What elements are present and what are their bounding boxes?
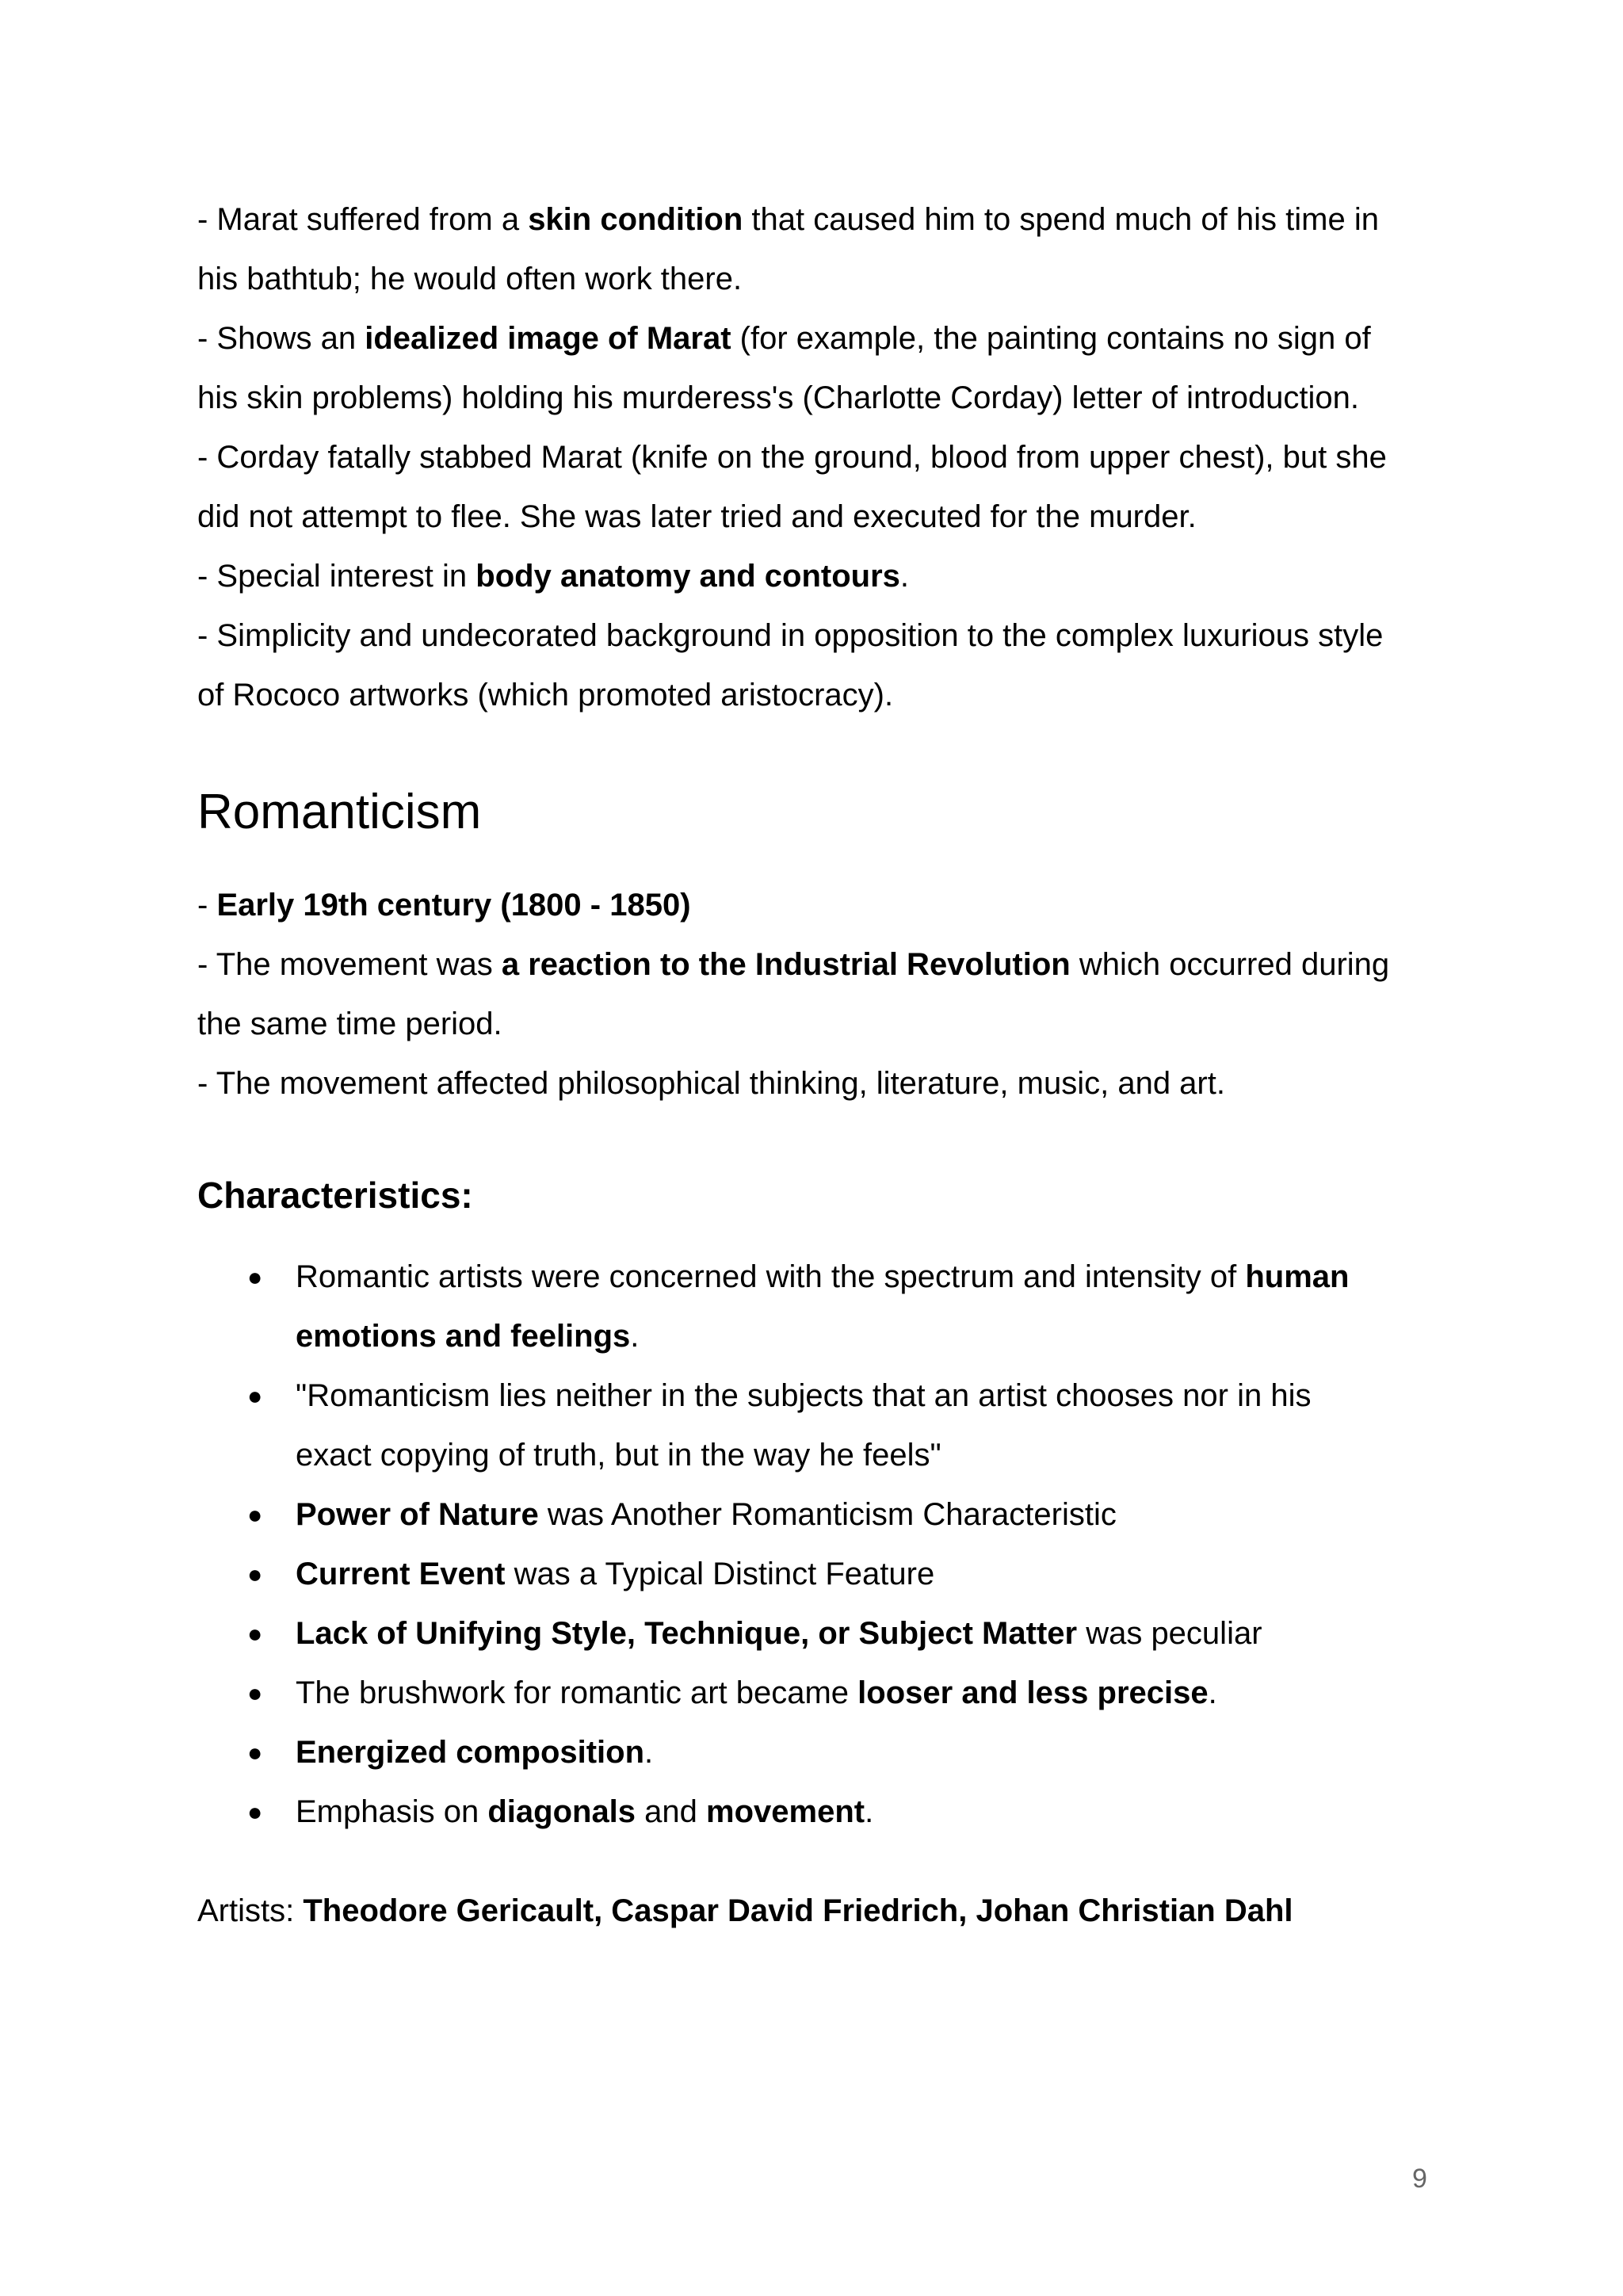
bold-text: Lack of Unifying Style, Technique, or Subject Matter: [296, 1616, 1078, 1651]
bold-text: emotions and feelings: [296, 1319, 631, 1354]
text-run: -: [197, 888, 217, 923]
bold-text: human: [1245, 1259, 1350, 1294]
text-line: [197, 487, 1449, 547]
bold-text: Early 19th century (1800 - 1850): [216, 888, 691, 923]
bold-text: diagonals: [487, 1794, 636, 1829]
text-run: - Special interest in: [197, 559, 476, 594]
list-item: [197, 1366, 1449, 1426]
text-run: .: [630, 1319, 640, 1354]
text-run: was Another Romanticism Characteristic: [538, 1497, 1117, 1532]
list-item: [197, 1545, 1449, 1604]
text-line: [197, 1054, 1449, 1114]
artists-line: [197, 1881, 1449, 1941]
list-item: [197, 1604, 1449, 1664]
text-run: was a Typical Distinct Feature: [505, 1557, 935, 1591]
text-run: and: [636, 1794, 707, 1829]
bullet-icon: ●: [247, 1500, 263, 1529]
bold-text: looser and less precise: [857, 1675, 1209, 1710]
bold-text: Power of Nature: [296, 1497, 539, 1532]
text-line: [197, 369, 1449, 428]
section-title: Romanticism: [197, 785, 482, 839]
bold-text: Theodore Gericault, Caspar David Friedrich, Johan Christian Dahl: [303, 1893, 1293, 1928]
text-run: his bathtub; he would often work there.: [197, 262, 743, 296]
bullet-icon: ●: [247, 1679, 263, 1707]
text-line: [197, 876, 1449, 935]
list-item: [197, 1485, 1449, 1545]
characteristics-heading: Characteristics:: [197, 1175, 473, 1216]
text-run: - Simplicity and undecorated background in opposition to the complex luxurious style: [197, 618, 1384, 653]
text-run: Emphasis on: [296, 1794, 488, 1829]
bullet-icon: ●: [247, 1738, 263, 1767]
text-run: Romantic artists were concerned with the spectrum and intensity of: [296, 1259, 1246, 1294]
text-line: [197, 428, 1449, 487]
bullet-icon: ●: [247, 1619, 263, 1648]
bold-text: idealized image of Marat: [365, 321, 731, 356]
bold-text: Current Event: [296, 1557, 506, 1591]
text-run: .: [899, 559, 910, 594]
list-item-continuation: [197, 1307, 1449, 1366]
bullet-icon: ●: [247, 1263, 263, 1291]
text-line: [197, 935, 1449, 995]
text-run: was peculiar: [1077, 1616, 1262, 1651]
text-line: [197, 606, 1449, 666]
text-line: [197, 250, 1449, 309]
characteristics-list: [197, 1247, 1449, 1842]
text-run: The brushwork for romantic art became: [296, 1675, 858, 1710]
text-line: [197, 190, 1449, 250]
bullet-icon: ●: [247, 1797, 263, 1826]
text-line: [197, 666, 1449, 725]
text-run: the same time period.: [197, 1007, 502, 1041]
bold-text: Energized composition: [296, 1735, 645, 1770]
bold-text: body anatomy and contours: [475, 559, 900, 594]
text-run: which occurred during: [1070, 947, 1390, 982]
list-item: [197, 1664, 1449, 1723]
text-run: "Romanticism lies neither in the subjects that an artist chooses nor in his: [296, 1378, 1312, 1413]
text-run: - The movement was: [197, 947, 502, 982]
list-item-continuation: [197, 1426, 1449, 1485]
text-line: [197, 547, 1449, 606]
page-number: 9: [1412, 2164, 1427, 2194]
text-run: his skin problems) holding his murderess's (Charlotte Corday) letter of introduction.: [197, 380, 1360, 415]
text-line: [197, 309, 1449, 369]
text-run: .: [644, 1735, 654, 1770]
text-run: - Marat suffered from a: [197, 202, 529, 237]
text-run: that caused him to spend much of his time in: [743, 202, 1379, 237]
text-run: .: [1208, 1675, 1217, 1710]
bold-text: a reaction to the Industrial Revolution: [501, 947, 1071, 982]
text-run: Artists:: [197, 1893, 304, 1928]
list-item: [197, 1723, 1449, 1782]
list-item: [197, 1247, 1449, 1307]
text-run: .: [865, 1794, 874, 1829]
bold-text: movement: [706, 1794, 865, 1829]
text-run: exact copying of truth, but in the way he feels": [296, 1438, 941, 1473]
text-run: - Corday fatally stabbed Marat (knife on the ground, blood from upper chest), but she: [197, 440, 1387, 475]
text-run: (for example, the painting contains no sign of: [731, 321, 1371, 356]
text-run: did not attempt to flee. She was later tried and executed for the murder.: [197, 499, 1197, 534]
page-content: [197, 190, 1449, 1941]
intro-block: [197, 190, 1449, 725]
section-intro-block: [197, 876, 1449, 1114]
text-run: - Shows an: [197, 321, 365, 356]
bullet-icon: ●: [247, 1560, 263, 1588]
bold-text: skin condition: [528, 202, 743, 237]
bullet-icon: ●: [247, 1381, 263, 1410]
text-run: - The movement affected philosophical thinking, literature, music, and art.: [197, 1066, 1225, 1101]
text-run: of Rococo artworks (which promoted aristocracy).: [197, 678, 894, 712]
list-item: [197, 1782, 1449, 1842]
text-line: [197, 995, 1449, 1054]
